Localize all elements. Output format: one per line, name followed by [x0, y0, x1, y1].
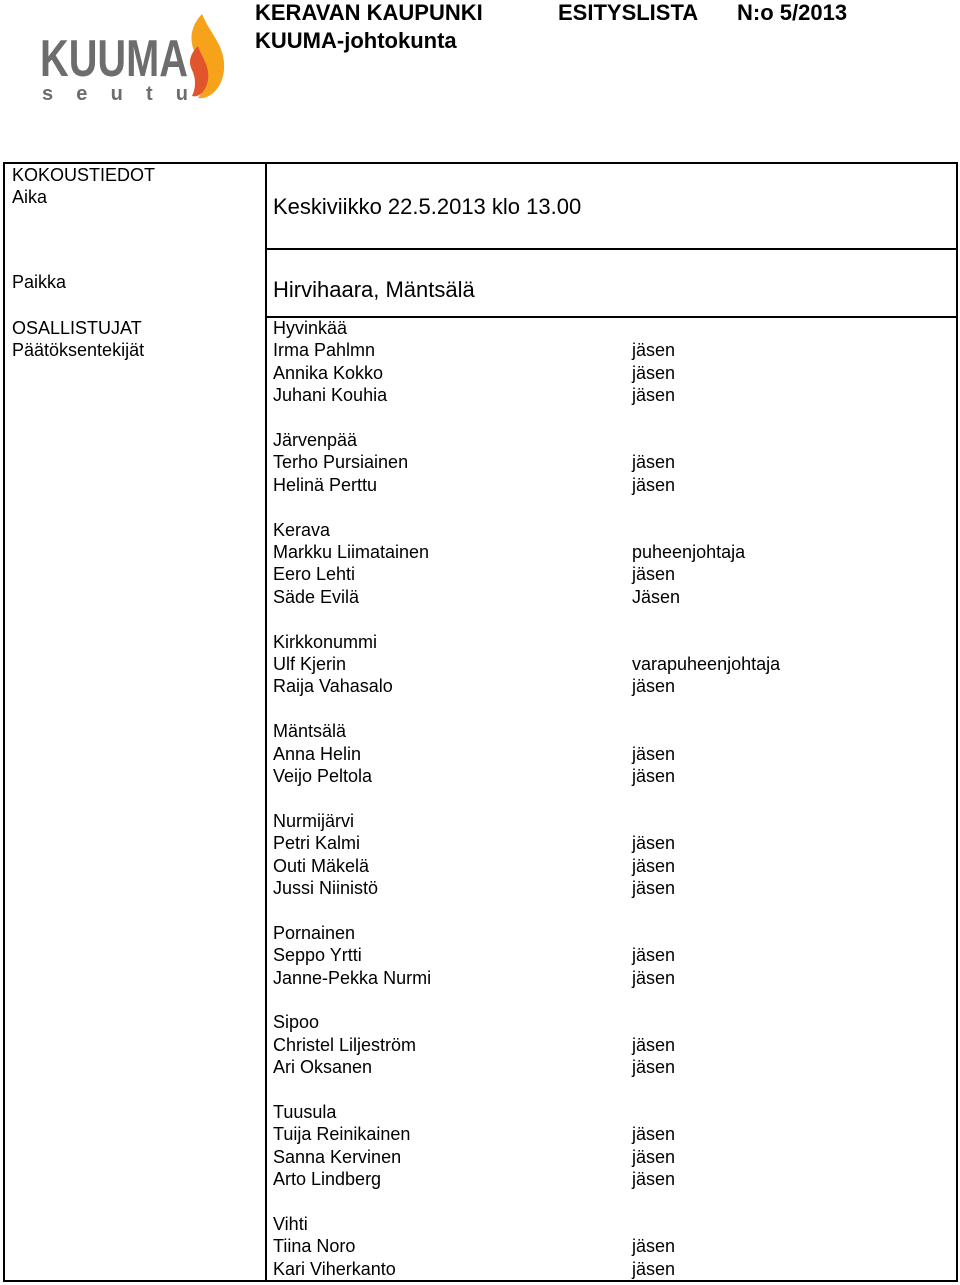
member-name: Christel Liljeström — [273, 1034, 417, 1055]
member-name: Säde Evilä — [273, 586, 360, 607]
member-name: Tuija Reinikainen — [273, 1124, 411, 1145]
member-name: Terho Pursiainen — [273, 452, 409, 473]
member-role: jäsen — [632, 452, 676, 473]
member-name: Arto Lindberg — [273, 1169, 382, 1190]
member-role: jäsen — [632, 362, 676, 383]
kuuma-logo-graphic — [40, 12, 230, 104]
member-role: jäsen — [632, 1124, 676, 1145]
member-name: Eero Lehti — [273, 564, 356, 585]
member-role: jäsen — [632, 1057, 676, 1078]
member-role: jäsen — [632, 1236, 676, 1257]
member-role: puheenjohtaja — [632, 542, 746, 562]
member-name: Veijo Peltola — [273, 766, 373, 786]
member-name: Juhani Kouhia — [273, 385, 388, 406]
section-label-meeting-info: KOKOUSTIEDOT — [12, 165, 156, 185]
header-body-name: KUUMA-johtokunta — [255, 28, 457, 53]
member-name: Markku Liimatainen — [273, 542, 430, 562]
member-role: jäsen — [632, 1258, 676, 1279]
municipality-heading: Vihti — [273, 1214, 308, 1234]
time-value: Keskiviikko 22.5.2013 klo 13.00 — [273, 194, 582, 219]
header-organization: KERAVAN KAUPUNKI — [255, 0, 483, 25]
municipality-heading: Kirkkonummi — [273, 631, 378, 652]
member-name: Helinä Perttu — [273, 474, 378, 495]
member-name: Annika Kokko — [273, 362, 384, 383]
municipality-heading: Sipoo — [273, 1012, 320, 1033]
member-role: jäsen — [632, 385, 676, 406]
member-role: jäsen — [632, 855, 676, 876]
section-label-participants: OSALLISTUJAT — [12, 318, 142, 338]
member-name: Outi Mäkelä — [273, 855, 370, 876]
decision-makers-label: Päätöksentekijät — [12, 340, 145, 360]
member-role: Jäsen — [632, 586, 681, 607]
municipality-heading: Mäntsälä — [273, 721, 347, 742]
member-role: jäsen — [632, 967, 676, 988]
member-name: Kari Viherkanto — [273, 1258, 396, 1279]
member-name: Anna Helin — [273, 743, 362, 764]
meeting-info-table — [3, 162, 958, 1282]
member-role: jäsen — [632, 1034, 676, 1055]
member-role: varapuheenjohtaja — [632, 654, 781, 674]
member-name: Ulf Kjerin — [273, 654, 347, 674]
member-role: jäsen — [632, 564, 676, 585]
member-role: jäsen — [632, 340, 676, 361]
member-name: Seppo Yrtti — [273, 945, 362, 966]
member-role: jäsen — [632, 945, 676, 966]
member-role: jäsen — [632, 878, 676, 898]
member-role: jäsen — [632, 833, 676, 854]
member-name: Petri Kalmi — [273, 833, 361, 854]
header-document-type: ESITYSLISTA — [558, 0, 699, 25]
member-name: Sanna Kervinen — [273, 1146, 402, 1167]
member-role: jäsen — [632, 474, 676, 495]
member-name: Ari Oksanen — [273, 1057, 373, 1078]
member-name: Raija Vahasalo — [273, 676, 393, 697]
member-role: jäsen — [632, 1169, 676, 1190]
member-name: Tiina Noro — [273, 1236, 356, 1257]
time-label: Aika — [12, 187, 48, 207]
row-divider-time — [267, 248, 956, 250]
member-name: Irma Pahlmn — [273, 340, 376, 361]
member-name: Jussi Niinistö — [273, 878, 379, 898]
member-role: jäsen — [632, 766, 676, 786]
municipality-heading: Hyvinkää — [273, 318, 348, 338]
row-divider-place — [267, 316, 956, 318]
column-divider — [265, 164, 267, 1280]
member-role: jäsen — [632, 1146, 676, 1167]
place-label: Paikka — [12, 272, 67, 292]
member-name: Janne-Pekka Nurmi — [273, 967, 432, 988]
place-value: Hirvihaara, Mäntsälä — [273, 277, 475, 302]
municipality-heading: Järvenpää — [273, 430, 358, 450]
logo-main-text: KUUMA — [40, 30, 188, 88]
municipality-heading: Kerava — [273, 519, 331, 540]
member-role: jäsen — [632, 676, 676, 697]
municipality-heading: Nurmijärvi — [273, 810, 354, 831]
municipality-heading: Tuusula — [273, 1102, 337, 1122]
kuuma-seutu-logo — [40, 12, 230, 104]
logo-sub-text: s e u t u — [42, 83, 188, 104]
header-document-number: N:o 5/2013 — [737, 0, 848, 25]
member-role: jäsen — [632, 743, 676, 764]
municipality-heading: Pornainen — [273, 922, 356, 943]
